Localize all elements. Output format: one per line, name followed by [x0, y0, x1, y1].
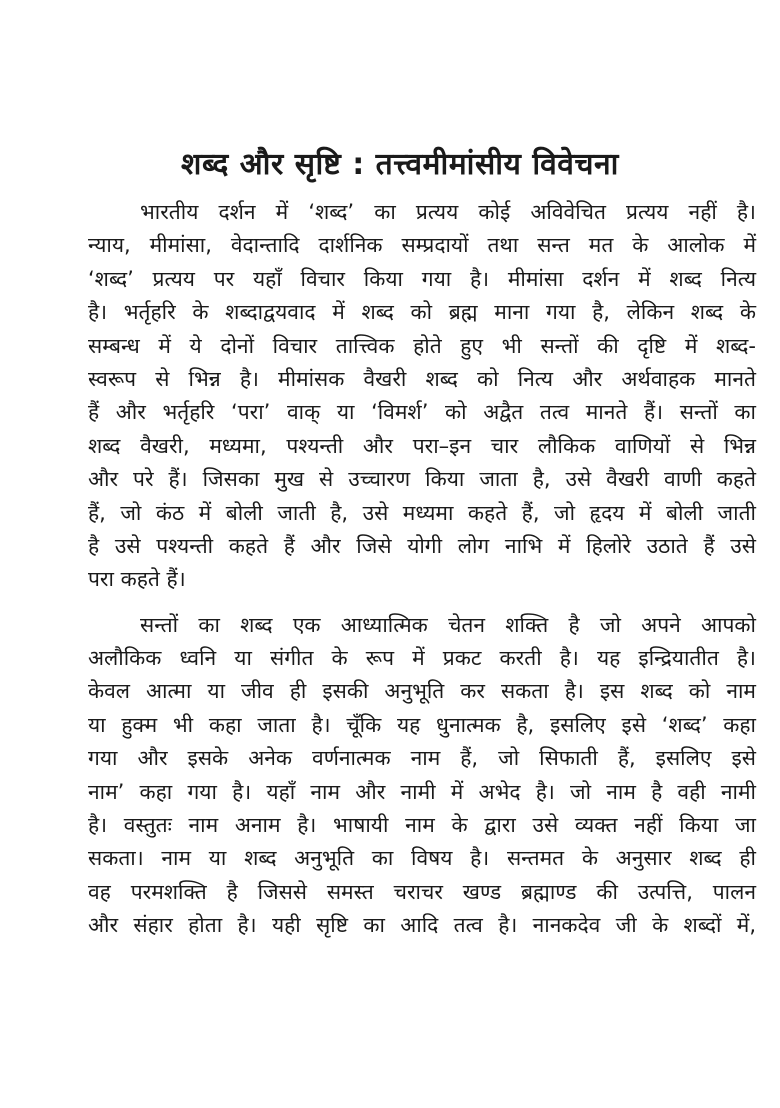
text-line: सकता। नाम या शब्द अनुभूति का विषय है। सन्तमत के अनुसार शब्द ही [88, 846, 756, 871]
paragraph-2 [88, 609, 756, 943]
page-title: शब्द और सृष्टि : तत्त्वमीमांसीय विवेचना [181, 147, 619, 182]
text-line: है। भर्तृहरि के शब्दाद्वयवाद में शब्द को ब्रह्म माना गया है, लेकिन शब्द के [88, 300, 756, 325]
text-line: है। वस्तुतः नाम अनाम है। भाषायी नाम के द्वारा उसे व्यक्त नहीं किया जा [88, 813, 756, 838]
text-line: भारतीय दर्शन में ‘शब्द’ का प्रत्यय कोई अविवेचित प्रत्यय नहीं है। [140, 200, 756, 224]
text-line: और परे हैं। जिसका मुख से उच्चारण किया जाता है, उसे वैखरी वाणी कहते [88, 467, 756, 492]
document-body [88, 196, 756, 943]
text-line: नाम’ कहा गया है। यहाँ नाम और नामी में अभेद है। जो नाम है वही नामी [88, 779, 756, 804]
text-line: और संहार होता है। यही सृष्टि का आदि तत्व है। नानकदेव जी के शब्दों में, [88, 913, 756, 938]
text-line: वह परमशक्ति है जिससे समस्त चराचर खण्ड ब्रह्माण्ड की उत्पत्ति, पालन [88, 879, 756, 904]
text-line: सन्तों का शब्द एक आध्यात्मिक चेतन शक्ति है जो अपने आपको [140, 612, 756, 637]
text-line: परा कहते हैं। [88, 567, 186, 592]
text-line: हैं और भर्तृहरि ‘परा’ वाक् या ‘विमर्श’ को अद्वैत तत्व मानते हैं। सन्तों का [88, 400, 756, 425]
text-line: हैं, जो कंठ में बोली जाती है, उसे मध्यमा कहते हैं, जो हृदय में बोली जाती [88, 500, 756, 525]
text-line: न्याय, मीमांसा, वेदान्तादि दार्शनिक सम्प्रदायों तथा सन्त मत के आलोक में [88, 233, 756, 258]
text-line: गया और इसके अनेक वर्णनात्मक नाम हैं, जो सिफाती हैं, इसलिए इसे [88, 746, 756, 771]
text-line: ‘शब्द’ प्रत्यय पर यहाँ विचार किया गया है। मीमांसा दर्शन में शब्द नित्य [88, 266, 756, 291]
text-line: या हुक्म भी कहा जाता है। चूँकि यह धुनात्मक है, इसलिए इसे ‘शब्द’ कहा [88, 712, 756, 737]
text-line: स्वरूप से भिन्न है। मीमांसक वैखरी शब्द को नित्य और अर्थवाहक मानते [88, 366, 756, 391]
text-line: अलौकिक ध्वनि या संगीत के रूप में प्रकट करती है। यह इन्द्रियातीत है। [88, 646, 756, 671]
text-line: शब्द वैखरी, मध्यमा, पश्यन्ती और परा–इन चार लौकिक वाणियों से भिन्न [88, 433, 756, 458]
text-line: है उसे पश्यन्ती कहते हैं और जिसे योगी लोग नाभि में हिलोरे उठाते हैं उसे [88, 533, 756, 558]
text-line: सम्बन्ध में ये दोनों विचार तात्त्विक होते हुए भी सन्तों की दृष्टि में शब्द- [88, 333, 756, 358]
paragraph-1 [88, 196, 756, 597]
text-line: केवल आत्मा या जीव ही इसकी अनुभूति कर सकता है। इस शब्द को नाम [88, 679, 756, 704]
paragraph-gap [88, 597, 756, 609]
